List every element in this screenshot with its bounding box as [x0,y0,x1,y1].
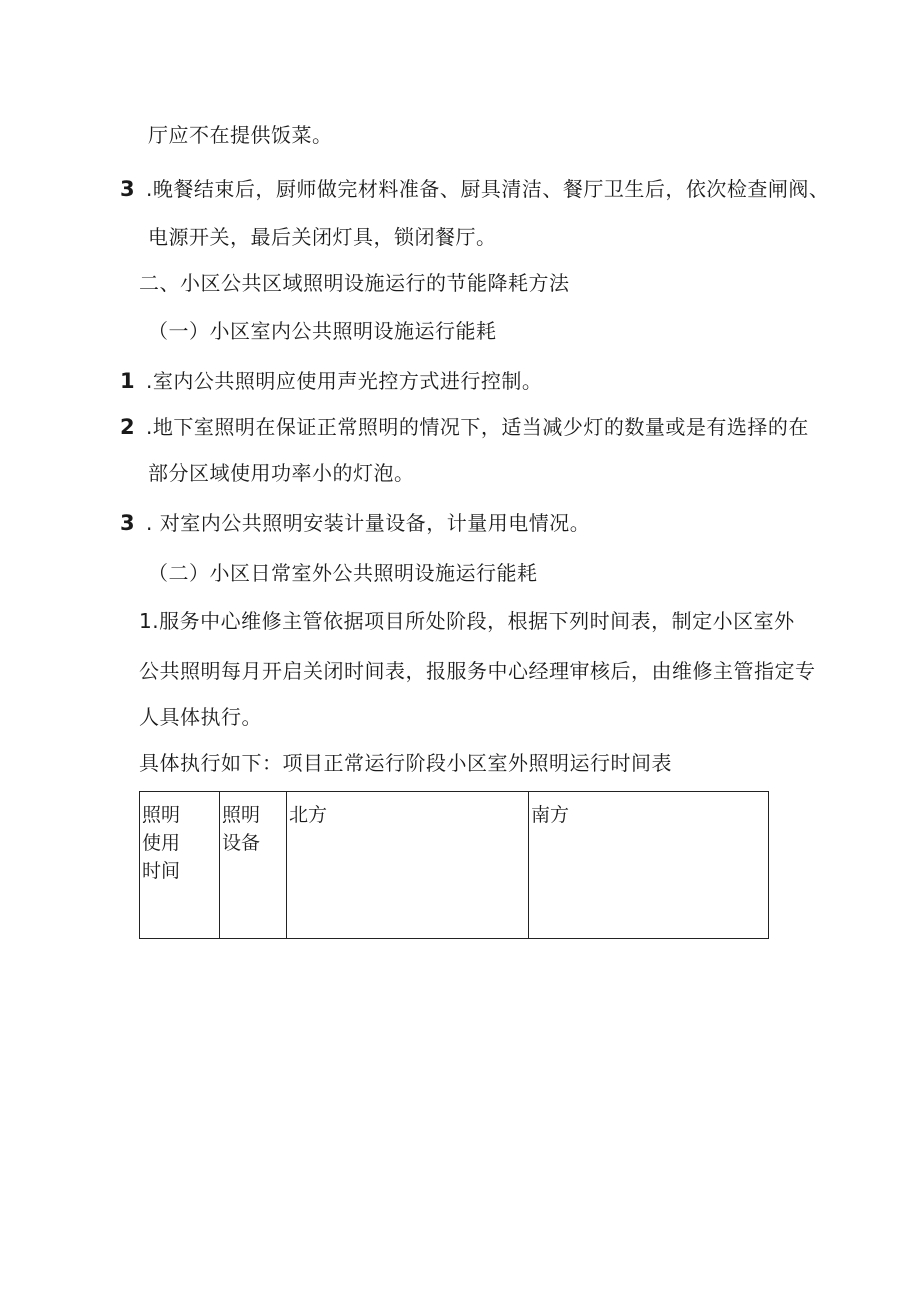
cell-text: 照明 [222,804,261,826]
table-row [140,792,769,939]
list-number: 3 [120,511,136,535]
list-item-1-service-cont: 公共照明每月开启关闭时间表，报服务中心经理审核后，由维修主管指定专 [139,659,816,683]
cell-text: 使用 [142,832,181,854]
cell-text: 时间 [142,860,181,882]
list-item-1-service: 1.服务中心维修主管依据项目所处阶段，根据下列时间表，制定小区室外 [139,609,795,633]
list-number: 1 [120,369,136,393]
cell-text: 北方 [289,804,328,826]
list-text: .室内公共照明应使用声光控方式进行控制。 [146,369,543,393]
list-text: .晚餐结束后，厨师做完材料准备、厨具清洁、餐厅卫生后，依次检查闸阀、 [146,177,830,201]
list-item-3-dinner-cont: 电源开关，最后关闭灯具，锁闭餐厅。 [148,225,497,249]
list-item-2-basement [120,413,809,441]
lighting-schedule-table [139,791,769,939]
section-heading-2: 二、小区公共区域照明设施运行的节能降耗方法 [139,271,570,295]
subsection-heading-2: （二）小区日常室外公共照明设施运行能耗 [148,561,538,585]
header-cell-usage-time [140,792,220,939]
paragraph-continuation: 厅应不在提供饭菜。 [148,123,333,147]
list-item-1-service-cont2: 人具体执行。 [139,705,262,729]
subsection-heading-1: （一）小区室内公共照明设施运行能耗 [148,319,497,343]
cell-text: 照明 [142,804,181,826]
list-item-3-dinner [120,175,829,203]
header-cell-south [529,792,769,939]
header-cell-equipment [220,792,287,939]
table-caption: 具体执行如下：项目正常运行阶段小区室外照明运行时间表 [139,751,672,775]
list-item-3-metering [120,509,590,537]
cell-text: 南方 [531,804,570,826]
list-number: 2 [120,415,136,439]
list-item-2-basement-cont: 部分区域使用功率小的灯泡。 [148,461,415,485]
header-cell-north [287,792,529,939]
list-text: .地下室照明在保证正常照明的情况下，适当减少灯的数量或是有选择的在 [146,415,809,439]
list-text: . 对室内公共照明安装计量设备，计量用电情况。 [146,511,591,535]
list-item-1-indoor [120,367,542,395]
list-number: 3 [120,177,136,201]
cell-text: 设备 [222,832,261,854]
